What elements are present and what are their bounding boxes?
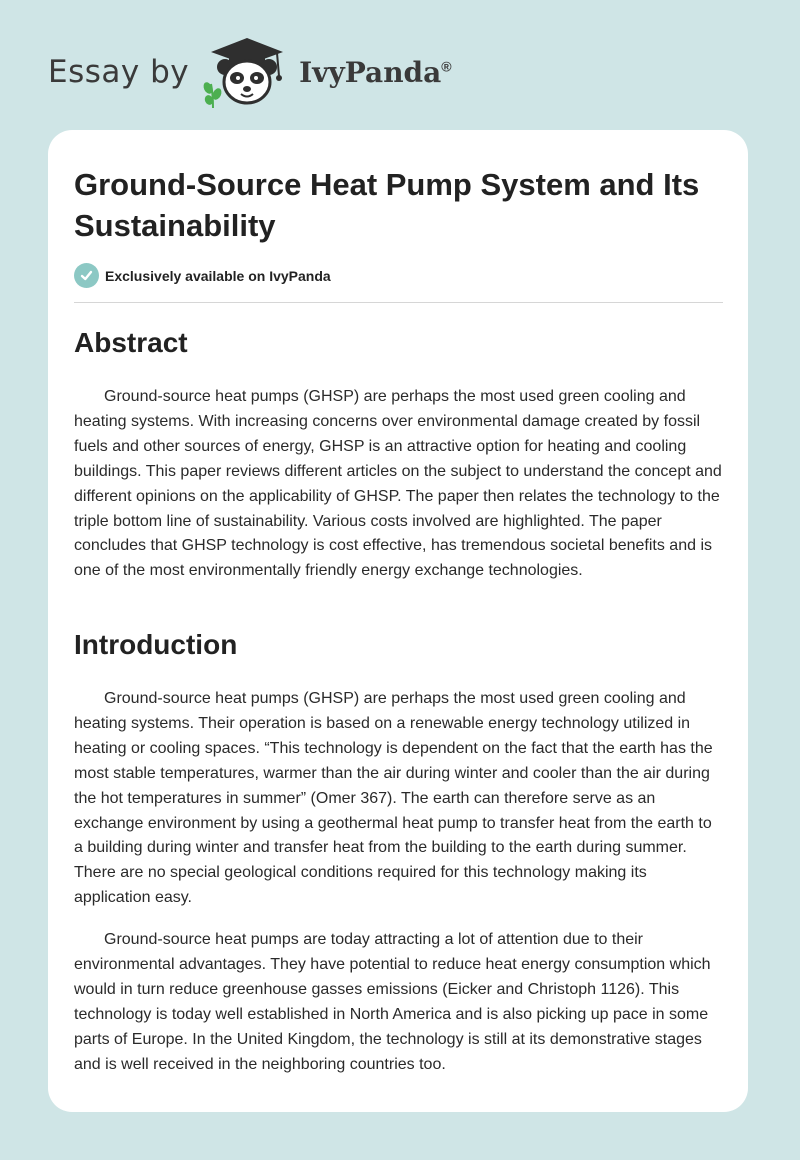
introduction-paragraph-1: Ground-source heat pumps (GHSP) are perhaps the most used green cooling and heating systems. Their operation is based on a renewable energy technology utilized in heating or cooling spaces. “This technology is dependent on the fact that the earth has the most stable temperatures, warmer than the air during winter and cooler than the air during the hot temperatures in summer” (Omer 367). The earth can therefore serve as an exchange environment by using a geothermal heat pump to transfer heat from the earth to a building during winter and transfer heat from the building to the earth during summer. There are no special geological conditions required for this technology making its application easy.: [74, 690, 713, 907]
section-heading-introduction: Introduction: [74, 629, 238, 660]
panda-mascot-icon: [201, 36, 293, 108]
registered-mark: ®: [441, 58, 452, 75]
section-heading-abstract: Abstract: [74, 327, 188, 358]
essay-by-label: Essay by: [48, 54, 190, 90]
abstract-paragraph: Ground-source heat pumps (GHSP) are perhaps the most used green cooling and heating systems. With increasing concerns over environmental damage created by fossil fuels and other sources of energy, GHSP is an attractive option for heating and cooling buildings. This paper reviews different articles on the subject to understand the concept and different opinions on the applicability of GHSP. The paper then relates the technology to the triple bottom line of sustainability. Various costs involved are highlighted. The paper concludes that GHSP technology is cost effective, has tremendous societal benefits and is one of the most environmentally friendly energy exchange technologies.: [74, 388, 722, 580]
exclusive-badge-label: Exclusively available on IvyPanda: [105, 267, 331, 284]
introduction-paragraph-2: Ground-source heat pumps are today attracting a lot of attention due to their environmental advantages. They have potential to reduce heat energy consumption which would in turn reduce greenhouse gasses emissions (Eicker and Christoph 1126). This technology is today well established in North America and is also picking up pace in some parts of Europe. In the United Kingdom, the technology is still at its demonstrative stages and is well received in the neighboring countries too.: [74, 931, 711, 1073]
checkmark-icon: [74, 263, 99, 288]
essay-title: Ground-Source Heat Pump System and Its Sustainability: [74, 167, 700, 243]
exclusive-badge: [74, 263, 331, 288]
essay-card: [48, 130, 748, 1112]
site-logo[interactable]: [48, 36, 452, 108]
title-divider: [74, 302, 723, 303]
brand-name: IvyPanda®: [299, 55, 452, 89]
